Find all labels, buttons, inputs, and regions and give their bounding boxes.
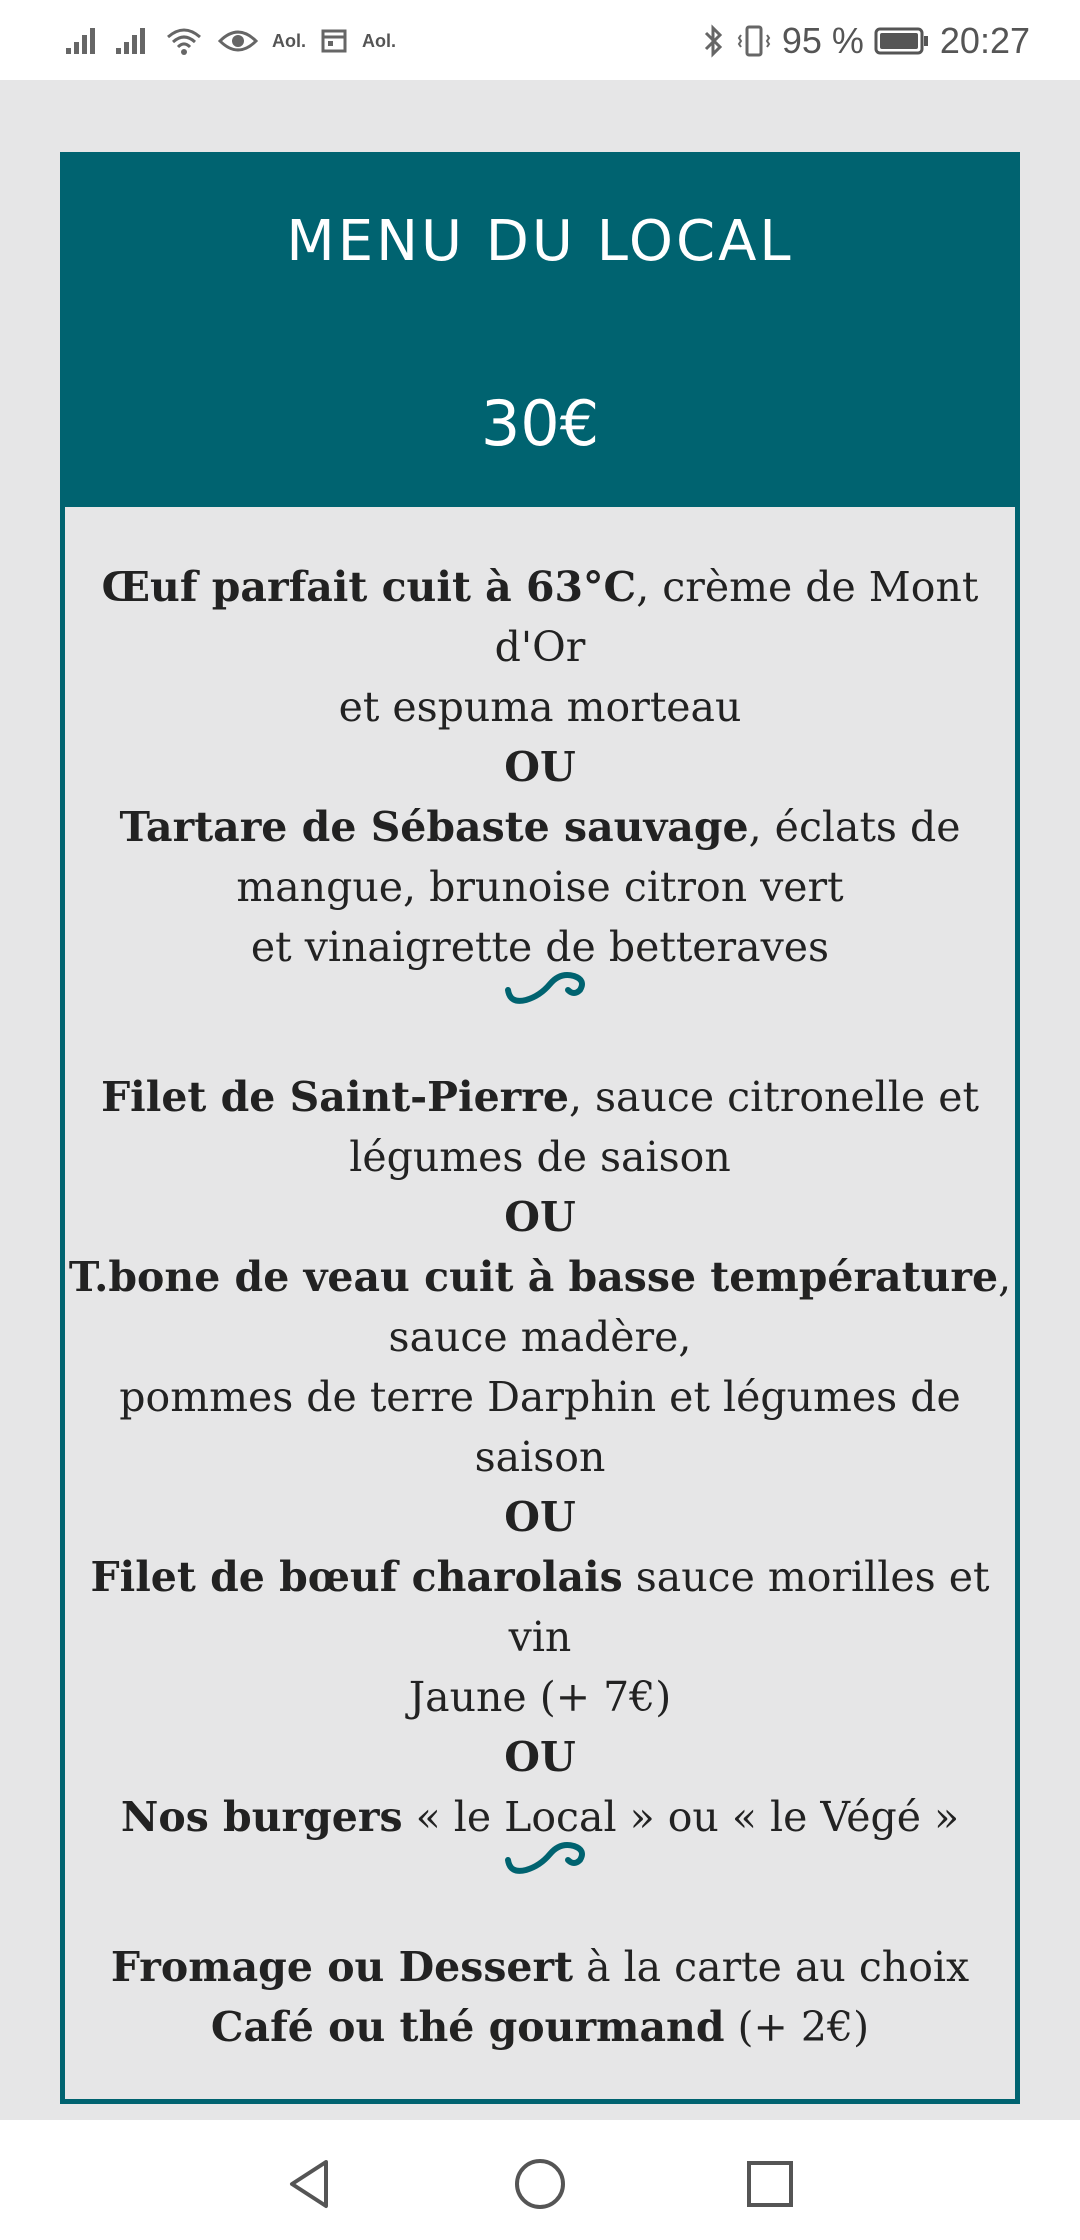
or-separator: OU xyxy=(504,1193,576,1241)
status-right xyxy=(702,16,1030,66)
eye-icon xyxy=(218,27,258,55)
dish-name: T.bone de veau cuit à basse température xyxy=(68,1253,999,1301)
status-left xyxy=(64,16,396,66)
signal-icon xyxy=(64,26,100,56)
dish-name: Œuf parfait cuit à 63°C xyxy=(101,563,637,611)
aol-label: Aol. xyxy=(272,30,306,51)
menu-line xyxy=(65,1547,1015,1667)
starters-section xyxy=(65,557,1015,977)
dish-name: Tartare de Sébaste sauvage xyxy=(119,803,749,851)
dish-desc: (+ 2€) xyxy=(724,2003,870,2051)
menu-line: mangue, brunoise citron vert xyxy=(236,863,844,911)
or-separator: OU xyxy=(504,1493,576,1541)
menu-line xyxy=(65,1937,1015,1997)
dish-desc: à la carte au choix xyxy=(573,1943,970,1991)
menu-header xyxy=(65,157,1015,507)
flourish-icon xyxy=(500,968,590,1008)
menu-line xyxy=(65,1067,1015,1127)
menu-line: et vinaigrette de betteraves xyxy=(250,923,830,971)
dish-desc: sauce morilles et vin xyxy=(508,1553,990,1661)
dish-name: Café ou thé gourmand xyxy=(210,2003,725,2051)
menu-line: et espuma morteau xyxy=(338,683,742,731)
menu-line xyxy=(65,797,1015,857)
home-icon[interactable] xyxy=(512,2156,568,2212)
dish-desc: , crème de Mont d'Or xyxy=(494,563,979,671)
vibrate-icon xyxy=(736,23,772,59)
dish-desc: , sauce citronelle et xyxy=(568,1073,979,1121)
dish-name: Fromage ou Dessert xyxy=(110,1943,574,1991)
or-separator: OU xyxy=(504,743,576,791)
menu-line xyxy=(65,1997,1015,2057)
battery-percent: 95 % xyxy=(781,20,864,61)
battery-icon xyxy=(874,26,930,56)
menu-line xyxy=(65,1247,1015,1307)
signal-icon xyxy=(114,26,150,56)
menu-line: sauce madère, xyxy=(388,1313,692,1361)
dish-name: Filet de bœuf charolais xyxy=(90,1553,623,1601)
menu-line: pommes de terre Darphin et légumes de xyxy=(119,1373,961,1421)
flourish-icon xyxy=(500,1838,590,1878)
or-separator: OU xyxy=(504,1733,576,1781)
clock: 20:27 xyxy=(939,20,1030,61)
bluetooth-icon xyxy=(702,23,726,59)
back-icon[interactable] xyxy=(282,2156,338,2212)
dish-name: Filet de Saint-Pierre xyxy=(101,1073,569,1121)
dish-name: Nos burgers xyxy=(120,1793,403,1841)
mains-section xyxy=(65,1067,1015,1847)
menu-line xyxy=(65,557,1015,677)
calendar-icon xyxy=(320,27,348,55)
dessert-section xyxy=(65,1937,1015,2057)
menu-card xyxy=(60,152,1020,2104)
wifi-icon xyxy=(164,25,204,57)
navigation-bar xyxy=(0,2120,1080,2240)
menu-line: saison xyxy=(474,1433,606,1481)
status-bar xyxy=(0,0,1080,80)
recents-icon[interactable] xyxy=(742,2156,798,2212)
menu-title: MENU DU LOCAL xyxy=(286,209,794,274)
menu-price: 30€ xyxy=(480,387,600,460)
menu-line: légumes de saison xyxy=(349,1133,731,1181)
menu-line: Jaune (+ 7€) xyxy=(408,1673,672,1721)
dish-desc: , éclats de xyxy=(748,803,961,851)
aol-label: Aol. xyxy=(362,30,396,51)
dish-desc: , xyxy=(998,1253,1012,1301)
dish-desc: « le Local » ou « le Végé » xyxy=(402,1793,960,1841)
